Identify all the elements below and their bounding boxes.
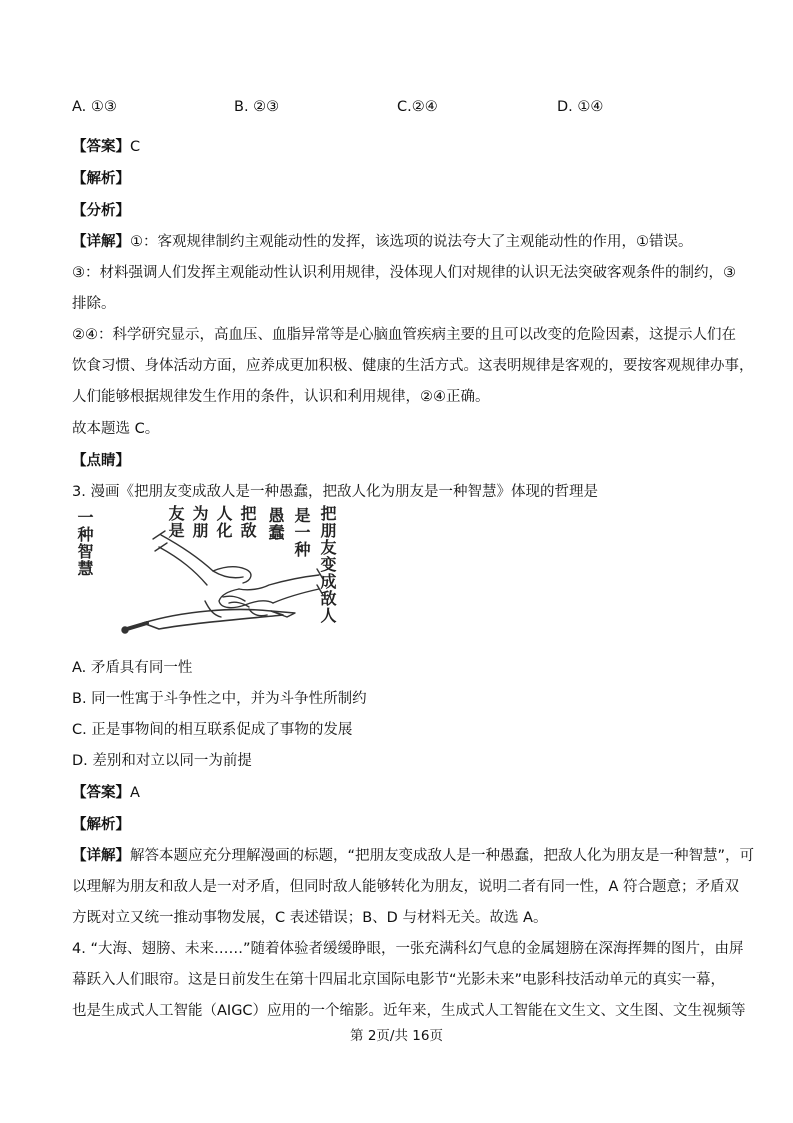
cartoon-caption: 为朋	[190, 505, 209, 539]
fenxi-heading: 【分析】	[72, 203, 130, 219]
detail-line: 方既对立又统一推动事物发展，C 表述错误；B、D 与材料无关。故选 A。	[72, 910, 548, 926]
answer-line: 【答案】C	[72, 139, 141, 155]
option-c: C. 正是事物间的相互联系促成了事物的发展	[72, 722, 353, 738]
option-c: C.②④	[397, 99, 438, 115]
option-a: A. 矛盾具有同一性	[72, 660, 193, 676]
cartoon-caption: 一种智慧	[75, 509, 94, 577]
cartoon-caption: 愚蠢	[266, 507, 285, 541]
detail-line: 【详解】解答本题应充分理解漫画的标题，“把朋友变成敌人是一种愚蠢，把敌人化为朋友是一种智慧”，可	[72, 848, 755, 864]
page-footer: 第 2页/共 16页	[350, 1028, 443, 1044]
question-stem: 3. 漫画《把朋友变成敌人是一种愚蠢，把敌人化为朋友是一种智慧》体现的哲理是	[72, 484, 598, 500]
conclusion-line: 故本题选 C。	[72, 421, 160, 437]
dianjing-heading: 【点睛】	[72, 453, 130, 469]
cartoon-image	[73, 505, 339, 645]
cartoon-caption: 是一种	[292, 507, 311, 558]
detail-line: 排除。	[72, 296, 116, 312]
option-d: D. 差别和对立以同一为前提	[72, 753, 252, 769]
option-b: B. 同一性寓于斗争性之中，并为斗争性所制约	[72, 691, 367, 707]
detail-line: 以理解为朋友和敌人是一对矛盾，但同时敌人能够转化为朋友，说明二者有同一性，A 符合题意；矛盾双	[72, 879, 740, 895]
detail-line: ②④：科学研究显示，高血压、血脂异常等是心脑血管疾病主要的且可以改变的危险因素，这提示人们在	[72, 327, 736, 343]
answer-line: 【答案】A	[72, 785, 140, 801]
cartoon-caption: 友是	[166, 505, 185, 539]
detail-line: 饮食习惯、身体活动方面，应养成更加积极、健康的生活方式。这表明规律是客观的，要按客观规律办事，	[72, 358, 754, 374]
option-b: B. ②③	[234, 99, 280, 115]
question-text: 幕跃入人们眼帘。这是日前发生在第十四届北京国际电影节“光影未来”电影科技活动单元的真实一幕，	[72, 972, 726, 988]
option-a: A. ①③	[72, 99, 117, 115]
cartoon-caption: 把敌	[238, 505, 257, 539]
question-stem: 4. “大海、翅膀、未来……”随着体验者缓缓睁眼，一张充满科幻气息的金属翅膀在深海挥舞的图片，由屏	[72, 941, 744, 957]
cartoon-caption: 人化	[214, 505, 233, 539]
cartoon-caption: 把朋友变成敌人	[318, 505, 337, 624]
jiexi-heading: 【解析】	[72, 171, 130, 187]
question-text: 也是生成式人工智能（AIGC）应用的一个缩影。近年来，生成式人工智能在文生文、文生图、文生视频等	[72, 1003, 746, 1019]
option-d: D. ①④	[557, 99, 604, 115]
detail-line: ③：材料强调人们发挥主观能动性认识利用规律，没体现人们对规律的认识无法突破客观条件的制约，③	[72, 265, 736, 281]
jiexi-heading: 【解析】	[72, 817, 130, 833]
detail-line: 人们能够根据规律发生作用的条件，认识和利用规律，②④正确。	[72, 389, 490, 405]
detail-line: 【详解】①：客观规律制约主观能动性的发挥，该选项的说法夸大了主观能动性的作用，①错误。	[72, 234, 693, 250]
